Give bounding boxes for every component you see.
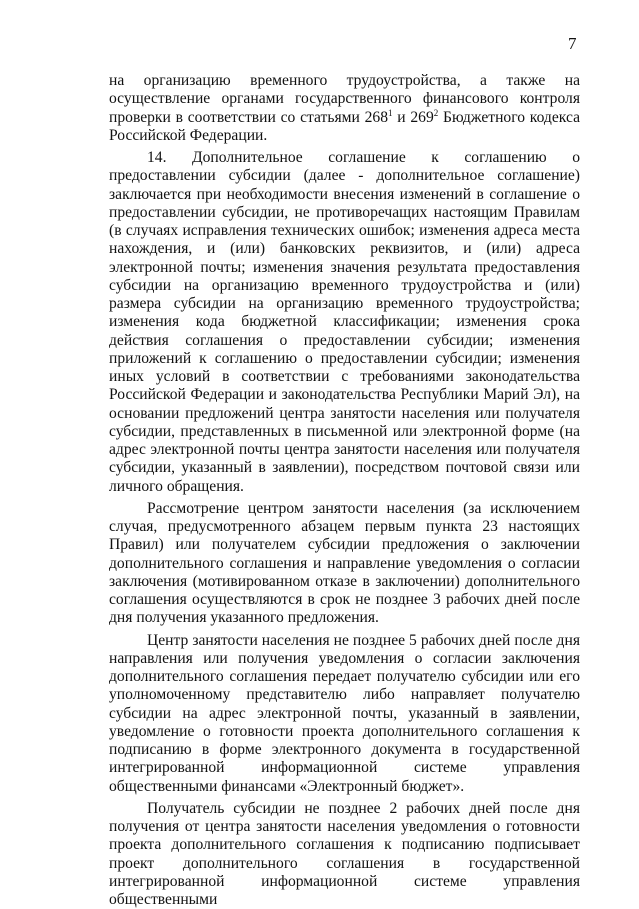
paragraph-text: Получатель субсидии не позднее 2 рабочих дней после дня получения от центра занятости населения уведомления о готовности проекта дополнительного соглашения к подписанию подписывает проект дополнительного соглашения в государственной интегрированной информационной системе управления общественными bbox=[109, 799, 580, 908]
superscript-text: 1 bbox=[388, 107, 393, 118]
paragraph-text: и 269 bbox=[392, 108, 434, 126]
paragraph-text: Бюджетного кодекса Российской Федерации. bbox=[109, 108, 580, 144]
document-body bbox=[109, 72, 580, 909]
paragraph bbox=[109, 800, 580, 909]
paragraph bbox=[109, 72, 580, 145]
page-number: 7 bbox=[568, 34, 577, 53]
paragraph bbox=[109, 632, 580, 796]
superscript-text: 2 bbox=[433, 107, 439, 118]
paragraph-text: Центр занятости населения не позднее 5 рабочих дней после дня направления или получения уведомления о согласии заключения дополнительного соглашения передает получателю субсидии или его уполномоченному представителю либо направляет получателю субсидии на адрес электронной почты, указанный в заявлении, уведомление о готовности проекта дополнительного соглашения к подписанию в форме электронного документа в государственной интегрированной информационной системе управления общественными финансами «Электронный бюджет». bbox=[109, 631, 580, 795]
paragraph-text: на организацию временного трудоустройства, а также на осуществление органами государственного финансового контроля проверки в соответствии со статьями 268 bbox=[109, 72, 580, 126]
paragraph-text: Рассмотрение центром занятости населения (за исключением случая, предусмотренного абзацем первым пункта 23 настоящих Правил) или получателем субсидии предложения о заключении дополнительного соглашения и направление уведомления о согласии заключения (мотивированном отказе в заключении) дополнительного соглашения осуществляются в срок не позднее 3 рабочих дней после дня получения указанного предложения. bbox=[109, 499, 580, 627]
paragraph bbox=[109, 500, 580, 628]
paragraph-text: 14. Дополнительное соглашение к соглашению о предоставлении субсидии (далее - дополнительное соглашение) заключается при необходимости внесения изменений в соглашение о предоставлении субсидии, не противоречащих настоящим Правилам (в случаях исправления технических ошибок; изменения адреса места нахождения, и (или) банковских реквизитов, и (или) адреса электронной почты; изменения значения результата предоставления субсидии на организацию временного трудоустройства и (или) размера субсидии на организацию временного трудоустройства; изменения кода бюджетной классификации; изменения срока действия соглашения о предоставлении субсидии; изменения приложений к соглашению о предоставлении субсидии; изменения иных условий в соответствии с требованиями законодательства Российской Федерации и законодательства Республики Марий Эл), на основании предложений центра занятости населения или получателя субсидии, представленных в письменной или электронной форме (на адрес электронной почты центра занятости населения или получателя субсидии, указанный в заявлении), посредством почтовой связи или личного обращения. bbox=[109, 149, 580, 495]
paragraph bbox=[109, 149, 580, 496]
